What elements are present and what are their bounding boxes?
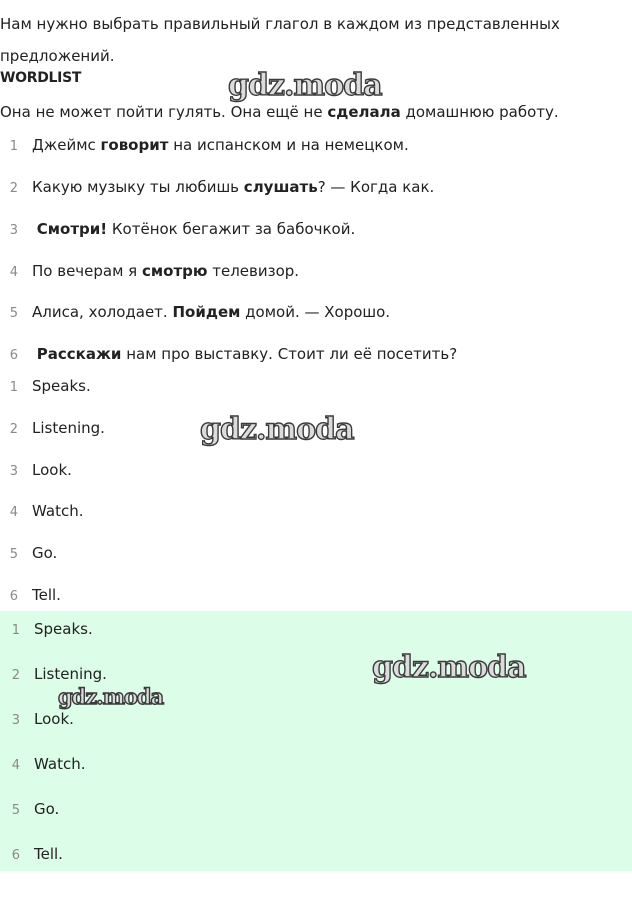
answer-item-highlighted — [2, 845, 63, 863]
sentence-after: нам про выставку. Стоит ли её посетить? — [121, 345, 458, 363]
sentence-before: Какую музыку ты любишь — [32, 178, 244, 196]
answer-text: Go. — [32, 544, 58, 562]
sentence-verb: смотрю — [141, 262, 208, 280]
example-text-after: домашнюю работу. — [400, 103, 559, 121]
sentence-before: Алиса, холодает. — [32, 303, 173, 321]
answer-item — [0, 461, 72, 479]
item-number: 3 — [9, 223, 18, 238]
item-number: 1 — [9, 380, 18, 395]
item-number: 4 — [9, 265, 18, 280]
answer-item-highlighted — [2, 620, 93, 638]
sentence-before: Джеймс — [32, 136, 101, 154]
item-number: 2 — [9, 181, 18, 196]
sentence-after: домой. — Хорошо. — [240, 303, 391, 321]
item-number: 1 — [9, 139, 18, 154]
sentence-verb: Пойдем — [172, 303, 241, 321]
answer-text: Watch. — [34, 755, 86, 773]
answer-text: Listening. — [32, 419, 105, 437]
answer-text: Go. — [34, 800, 60, 818]
watermark-logo: gdz.moda — [58, 684, 164, 709]
example-verb: сделала — [327, 103, 401, 121]
sentence-item — [0, 178, 434, 196]
watermark-logo: gdz.moda — [372, 650, 526, 685]
item-number: 6 — [11, 848, 20, 863]
example-sentence — [0, 103, 559, 121]
answer-text: Tell. — [34, 845, 63, 863]
item-number: 3 — [11, 713, 20, 728]
example-text-before: Она не может пойти гулять. Она ещё не — [0, 103, 328, 121]
item-number: 5 — [11, 803, 20, 818]
answer-item — [0, 502, 83, 520]
answer-item — [0, 419, 105, 437]
answer-item — [0, 586, 61, 604]
sentence-verb: Расскажи — [36, 345, 122, 363]
item-number: 3 — [9, 464, 18, 479]
answer-text: Look. — [32, 461, 72, 479]
answer-text: Speaks. — [34, 620, 93, 638]
sentence-after: на испанском и на немецком. — [168, 136, 409, 154]
wordlist-heading: WORDLIST — [0, 70, 82, 86]
answer-item — [0, 377, 91, 395]
item-number: 5 — [9, 547, 18, 562]
sentence-after: ? — Когда как. — [317, 178, 435, 196]
item-number: 4 — [11, 758, 20, 773]
item-number: 6 — [9, 589, 18, 604]
sentence-before: По вечерам я — [32, 262, 142, 280]
sentence-item — [0, 136, 409, 154]
answer-item-highlighted — [2, 665, 107, 683]
answer-item-highlighted — [2, 710, 74, 728]
sentence-after: Котёнок бегажит за бабочкой. — [107, 220, 356, 238]
answer-item-highlighted — [2, 800, 59, 818]
item-number: 6 — [9, 348, 18, 363]
answer-text: Look. — [34, 710, 74, 728]
answer-text: Watch. — [32, 502, 84, 520]
task-instruction: Нам нужно выбрать правильный глагол в каждом из представленных предложений. — [0, 15, 560, 65]
sentence-item — [0, 220, 355, 238]
item-number: 1 — [11, 623, 20, 638]
watermark-logo: gdz.moda — [200, 412, 354, 447]
item-number: 2 — [9, 422, 18, 437]
sentence-item — [0, 345, 457, 363]
answer-highlight-block — [0, 611, 632, 871]
item-number: 4 — [9, 505, 18, 520]
answer-item — [0, 544, 57, 562]
sentence-verb: слушать — [243, 178, 318, 196]
answer-text: Listening. — [34, 665, 107, 683]
item-number: 5 — [9, 306, 18, 321]
sentence-after: телевизор. — [207, 262, 300, 280]
watermark-logo: gdz.moda — [228, 68, 382, 103]
answer-text: Speaks. — [32, 377, 91, 395]
sentence-item — [0, 262, 299, 280]
answer-item-highlighted — [2, 755, 85, 773]
sentence-verb: Смотри! — [36, 220, 108, 238]
answer-text: Tell. — [32, 586, 61, 604]
sentence-item — [0, 303, 390, 321]
item-number: 2 — [11, 668, 20, 683]
sentence-verb: говорит — [100, 136, 169, 154]
